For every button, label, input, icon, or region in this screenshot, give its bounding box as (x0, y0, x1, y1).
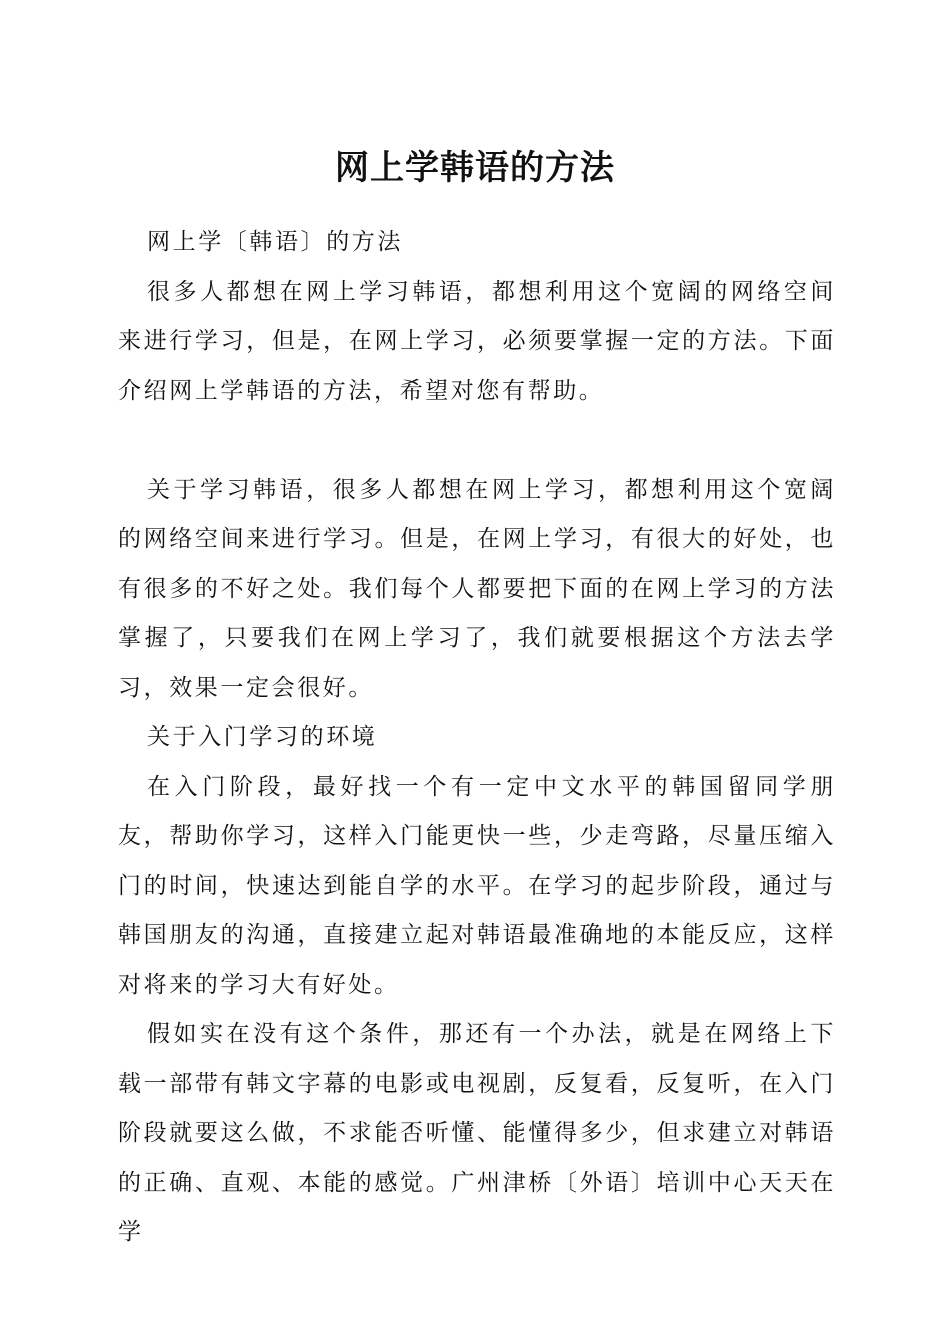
blank-line (118, 416, 836, 466)
paragraph-overview: 关于学习韩语，很多人都想在网上学习，都想利用这个宽阔的网络空间来进行学习。但是，在网上学习，有很大的好处，也有很多的不好之处。我们每个人都要把下面的在网上学习的方法掌握了，只要我们在网上学习了，我们就要根据这个方法去学习，效果一定会很好。 (118, 476, 836, 701)
paragraph-environment: 在入门阶段，最好找一个有一定中文水平的韩国留同学朋友，帮助你学习，这样入门能更快一些，少走弯路，尽量压缩入门的时间，快速达到能自学的水平。在学习的起步阶段，通过与韩国朋友的沟通，直接建立起对韩语最准确地的本能反应，这样对将来的学习大有好处。 (118, 773, 836, 998)
document-title: 网上学韩语的方法 (335, 148, 615, 188)
document-body (118, 218, 836, 1258)
paragraph-intro: 很多人都想在网上学习韩语，都想利用这个宽阔的网络空间来进行学习，但是，在网上学习，必须要掌握一定的方法。下面介绍网上学韩语的方法，希望对您有帮助。 (118, 278, 836, 404)
paragraph-alternative: 假如实在没有这个条件，那还有一个办法，就是在网络上下载一部带有韩文字幕的电影或电视剧，反复看，反复听，在入门阶段就要这么做，不求能否听懂、能懂得多少，但求建立对韩语的正确、直观、本能的感觉。广州津桥〔外语〕培训中心天天在学 (118, 1021, 836, 1245)
section-heading-environment: 关于入门学习的环境 (147, 724, 378, 750)
document-subtitle: 网上学〔韩语〕的方法 (147, 229, 403, 255)
